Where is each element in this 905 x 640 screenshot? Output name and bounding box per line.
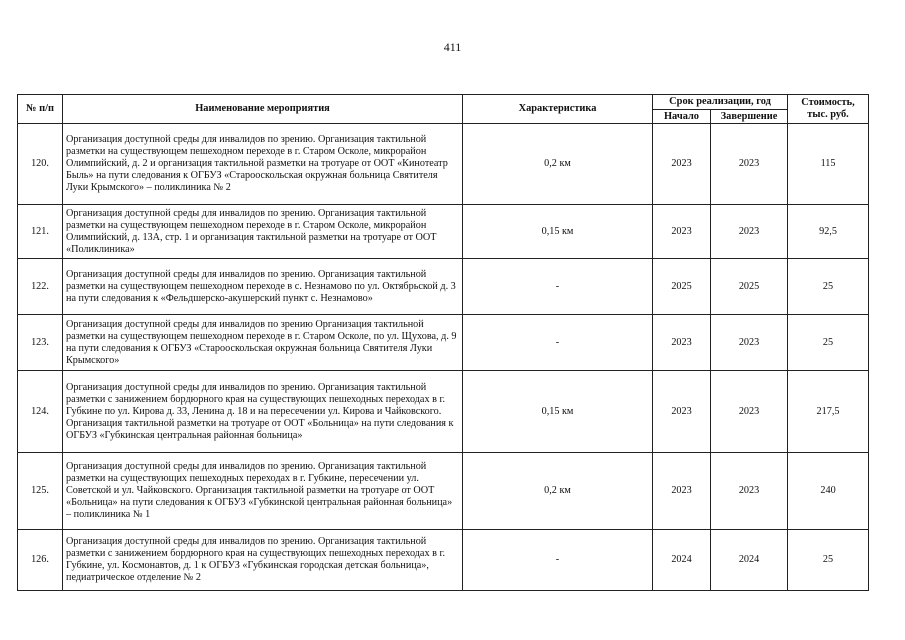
row-name: Организация доступной среды для инвалидов по зрению. Организация тактильной разметки на существующем пешеходном переходе в г. Старом Осколе, микрорайон Олимпийский, д. 13А, стр. 1 и организация тактильной разметки на тротуаре от ООТ «Поликлиника» bbox=[63, 205, 463, 259]
header-start: Начало bbox=[653, 110, 711, 124]
row-start: 2023 bbox=[653, 124, 711, 205]
table-row bbox=[18, 124, 869, 205]
row-start: 2023 bbox=[653, 205, 711, 259]
table-row bbox=[18, 530, 869, 591]
row-num: 123. bbox=[18, 315, 63, 371]
row-characteristic: 0,15 км bbox=[463, 205, 653, 259]
table-row bbox=[18, 453, 869, 530]
row-num: 122. bbox=[18, 259, 63, 315]
header-cost: Стоимость, тыс. руб. bbox=[788, 95, 869, 124]
row-name: Организация доступной среды для инвалидов по зрению. Организация тактильной разметки на существующих пешеходных переходах в г. Губкине, пересечении ул. Советской и ул. Чайковского. Организация тактильной разметки на тротуаре от ООТ «Больница» на пути следования к ОГБУЗ «Губкинской центральная районная больница» – поликлиника № 1 bbox=[63, 453, 463, 530]
row-cost: 217,5 bbox=[788, 371, 869, 453]
row-end: 2023 bbox=[711, 371, 788, 453]
row-characteristic: 0,2 км bbox=[463, 453, 653, 530]
row-cost: 25 bbox=[788, 259, 869, 315]
row-start: 2024 bbox=[653, 530, 711, 591]
header-num: № п/п bbox=[18, 95, 63, 124]
header-end: Завершение bbox=[711, 110, 788, 124]
row-end: 2024 bbox=[711, 530, 788, 591]
table-row bbox=[18, 371, 869, 453]
row-end: 2023 bbox=[711, 453, 788, 530]
row-characteristic: 0,15 км bbox=[463, 371, 653, 453]
row-num: 125. bbox=[18, 453, 63, 530]
row-name: Организация доступной среды для инвалидов по зрению Организация тактильной разметки на существующем пешеходном переходе в г. Старом Осколе, по ул. Щухова, д. 9 на пути следования к ОГБУЗ «Старооскольская окружная больница Святителя Луки Крымского» bbox=[63, 315, 463, 371]
page-number: 411 bbox=[443, 40, 462, 54]
header-name: Наименование мероприятия bbox=[63, 95, 463, 124]
row-end: 2025 bbox=[711, 259, 788, 315]
table-row bbox=[18, 259, 869, 315]
row-characteristic: - bbox=[463, 315, 653, 371]
row-characteristic: - bbox=[463, 530, 653, 591]
row-num: 121. bbox=[18, 205, 63, 259]
row-name: Организация доступной среды для инвалидов по зрению. Организация тактильной разметки с занижением бордюрного края на существующих пешеходных переходах в г. Губкине, ул. Космонавтов, д. 1 к ОГБУЗ «Губкинская городская детская больница», педиатрическое отделение № 2 bbox=[63, 530, 463, 591]
row-end: 2023 bbox=[711, 205, 788, 259]
row-characteristic: 0,2 км bbox=[463, 124, 653, 205]
row-name: Организация доступной среды для инвалидов по зрению. Организация тактильной разметки на существующем пешеходном переходе в г. Старом Осколе, микрорайон Олимпийский, д. 2 и организация тактильной разметки на тротуаре от ООТ «Кинотеатр Быль» на пути следования к ОГБУЗ «Старооскольская окружная больница Святителя Луки Крымского» – поликлиника № 2 bbox=[63, 124, 463, 205]
measures-table bbox=[17, 94, 869, 591]
row-cost: 240 bbox=[788, 453, 869, 530]
row-name: Организация доступной среды для инвалидов по зрению. Организация тактильной разметки на существующем пешеходном переходе в с. Незнамово по ул. Октябрьской д. 3 на пути следования к «Фельдшерско-акушерский пункт с. Незнамово» bbox=[63, 259, 463, 315]
header-characteristic: Характеристика bbox=[463, 95, 653, 124]
row-end: 2023 bbox=[711, 315, 788, 371]
header-period: Срок реализации, год bbox=[653, 95, 788, 110]
row-num: 120. bbox=[18, 124, 63, 205]
row-end: 2023 bbox=[711, 124, 788, 205]
row-start: 2023 bbox=[653, 453, 711, 530]
row-cost: 25 bbox=[788, 530, 869, 591]
row-num: 124. bbox=[18, 371, 63, 453]
row-cost: 25 bbox=[788, 315, 869, 371]
table-header bbox=[18, 95, 869, 124]
row-characteristic: - bbox=[463, 259, 653, 315]
row-num: 126. bbox=[18, 530, 63, 591]
row-cost: 115 bbox=[788, 124, 869, 205]
row-start: 2025 bbox=[653, 259, 711, 315]
row-start: 2023 bbox=[653, 371, 711, 453]
row-name: Организация доступной среды для инвалидов по зрению. Организация тактильной разметки с занижением бордюрного края на существующих пешеходных переходах в г. Губкине по ул. Кирова д. 33, Ленина д. 18 и на пересечении ул. Кирова и Чайковского. Организация тактильной разметки на тротуаре от ООТ «Больница» на пути следования к ОГБУЗ «Губкинская центральная районная больница» bbox=[63, 371, 463, 453]
table-row bbox=[18, 315, 869, 371]
row-start: 2023 bbox=[653, 315, 711, 371]
row-cost: 92,5 bbox=[788, 205, 869, 259]
table-row bbox=[18, 205, 869, 259]
